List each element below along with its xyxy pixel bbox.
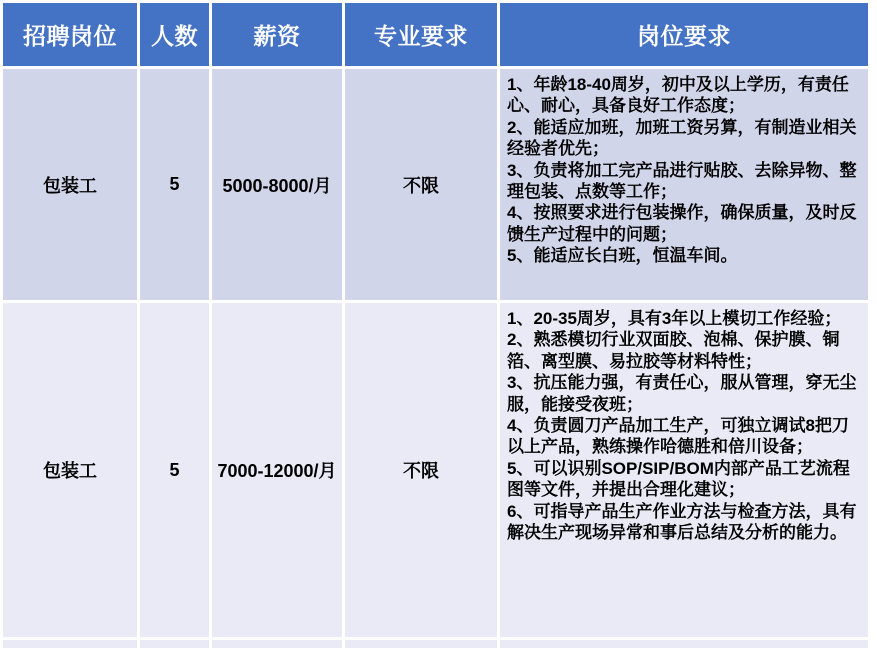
requirement-item: 1、年龄18-40周岁，初中及以上学历，有责任心、耐心，具备良好工作态度；	[507, 75, 849, 116]
position-cell: 包装工	[3, 303, 137, 637]
requirement-item: 6、可指导产品生产作业方法与检查方法，具有解决生产现场异常和事后总结及分析的能力。	[507, 501, 857, 543]
requirement-item: 2、熟悉模切行业双面胶、泡棉、保护膜、铜箔、离型膜、易拉胶等材料特性；	[507, 330, 840, 371]
requirement-item: 2、能适应加班，加班工资另算，有制造业相关经验者优先；	[507, 117, 857, 159]
headcount-cell: 5	[140, 303, 209, 637]
column-header-major: 专业要求	[345, 3, 497, 66]
partial-row-cell	[140, 640, 209, 648]
partial-row-cell	[345, 640, 497, 648]
partial-row-cell	[500, 640, 868, 648]
partial-row-cell	[3, 640, 137, 648]
major-requirement-cell: 不限	[345, 69, 497, 300]
requirement-item: 5、可以识别SOP/SIP/BOM内部产品工艺流程图等文件，并提出合理化建议；	[507, 458, 850, 500]
job-requirements-cell	[500, 69, 868, 300]
column-header-headcount: 人数	[140, 3, 209, 66]
salary-cell: 5000-8000/月	[212, 69, 342, 300]
requirement-item: 4、负责圆刀产品加工生产，可独立调试8把刀以上产品，熟练操作哈德胜和倍川设备；	[507, 416, 849, 457]
recruitment-table	[3, 3, 868, 648]
requirement-item: 3、负责将加工完产品进行贴胶、去除异物、整理包装、点数等工作；	[507, 160, 857, 202]
salary-cell: 7000-12000/月	[212, 303, 342, 637]
position-cell: 包装工	[3, 69, 137, 300]
partial-row-cell	[212, 640, 342, 648]
column-header-requirements: 岗位要求	[500, 3, 868, 66]
requirement-item: 5、能适应长白班，恒温车间。	[507, 246, 738, 266]
column-header-position: 招聘岗位	[3, 3, 137, 66]
major-requirement-cell: 不限	[345, 303, 497, 637]
requirement-item: 3、抗压能力强，有责任心，服从管理，穿无尘服，能接受夜班；	[507, 373, 857, 414]
requirement-item: 1、20-35周岁，具有3年以上模切工作经验；	[507, 309, 842, 328]
column-header-salary: 薪资	[212, 3, 342, 66]
requirement-item: 4、按照要求进行包装操作，确保质量，及时反馈生产过程中的问题；	[507, 203, 857, 244]
headcount-cell: 5	[140, 69, 209, 300]
job-requirements-cell	[500, 303, 868, 637]
